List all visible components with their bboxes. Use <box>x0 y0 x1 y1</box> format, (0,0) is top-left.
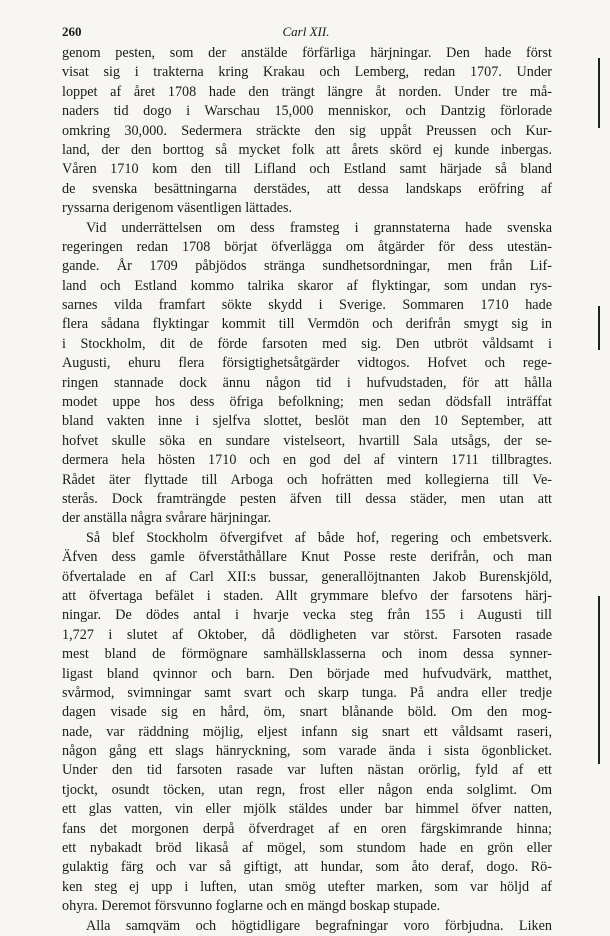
text-line: der anställa några svårare härjningar. <box>62 510 272 527</box>
text-line: Vid underrättelsen om dess framsteg i grannstaterna hade svenska <box>86 219 552 236</box>
text-line: i Stockholm, dit de förde farsoten med sig. Den utbröt våldsamt i <box>62 335 552 352</box>
text-line: bland vakten inne i sjelfva slottet, beslöt man den 10 September, att <box>62 413 552 430</box>
text-line: visat sig i trakterna kring Krakau och Lemberg, redan 1707. Under <box>62 64 552 81</box>
text-line: någon gång ett slags hänryckning, som varade ända i sista ögonblicket. <box>62 743 552 760</box>
text-line: ligast bland qvinnor och barn. Den började med hufvudvärk, matthet, <box>62 665 552 682</box>
text-line: Rådet äter flyttade till Arboga och hofrätten med kollegierna till Ve- <box>62 471 552 488</box>
text-line: gande. År 1709 påbjödos stränga sundhetsordningar, men från Lif- <box>62 258 552 275</box>
text-line: öfvertalade en af Carl XII:s bussar, generallöjtnanten Jakob Burenskjöld, <box>62 568 552 585</box>
text-line: modet uppe hos dess öfriga befolkning; men sedan dödsfall inträffat <box>62 394 552 411</box>
text-line: de svenska besättningarna derstädes, att dessa landskaps eröfring af <box>62 180 552 197</box>
text-line: ken steg ej upp i luften, utan smög utefter marken, som var höljd af <box>62 878 552 895</box>
margin-rule <box>598 306 600 350</box>
text-line: att öfvertaga befälet i staden. Allt grymmare blefvo der farsotens härj- <box>62 587 552 604</box>
text-line: land och Estland kommo talrika skaror af flyktingar, som undan rys- <box>62 277 552 294</box>
text-line: hofvet skulle söka en sundare vistelseort, hvartill Sala utsågs, der se- <box>62 432 552 449</box>
text-line: sarnes vilda framfart sökte skydd i Sverige. Sommaren 1710 hade <box>62 297 552 314</box>
text-line: nade, var räddning möjlig, eljest infann sig snart ett våldsamt raseri, <box>62 723 552 740</box>
text-line: omkring 30,000. Sedermera sträckte den sig uppåt Preussen och Kur- <box>62 122 552 139</box>
text-line: Äfven dess gamle öfverståthållare Knut Posse reste derifrån, och man <box>62 549 552 566</box>
text-line: ett nybakadt bröd likaså af mögel, som stundom hade en grön eller <box>62 840 552 857</box>
text-line: genom pesten, som der anstälde förfärliga härjningar. Den hade först <box>62 45 552 61</box>
text-line: Så blef Stockholm öfvergifvet af både hof, regering och embetsverk. <box>86 529 552 546</box>
body-text <box>62 44 552 936</box>
text-line: mest bland de förmögnare samhällsklasserna och inom dessa synner- <box>62 646 552 663</box>
text-line: ohyra. Deremot försvunno foglarne och en mängd boskap stupade. <box>62 898 441 915</box>
text-line: ningar. De dödes antal i hvarje vecka steg från 155 i Augusti till <box>62 607 552 624</box>
text-line: land, der den borttog så mycket folk att årets skörd ej kunde inbergas. <box>62 141 552 158</box>
text-line: flera sådana flyktingar kommit till Vermdön och derifrån smygt sig in <box>62 316 552 333</box>
text-line: dagen visade sig en hård, öm, snart blånande böld. Om den mog- <box>62 704 552 721</box>
page-header <box>62 24 550 42</box>
text-line: regeringen redan 1708 börjat öfverlägga om åtgärder för dess utestän- <box>62 238 552 255</box>
text-line: ringen stannade dock ännu någon tid i hufvudstaden, för att hålla <box>62 374 552 391</box>
page-number: 260 <box>62 24 82 39</box>
text-line: gulaktig färg och var så giftigt, att hundar, som åto deraf, dogo. Rö- <box>62 859 552 876</box>
text-line: Augusti, ehuru flera försigtighetsåtgärder vidtogos. Hofvet och rege- <box>62 355 552 372</box>
text-line: ett glas vatten, vin eller mjölk stäldes under bar himmel öfver natten, <box>62 801 552 818</box>
text-line: sterås. Dock framträngde pesten äfven till dessa städer, men utan att <box>62 490 552 507</box>
text-line: naders tid dogo i Warschau 15,000 menniskor, och Dantzig förlorade <box>62 103 552 120</box>
text-line: loppet af året 1708 hade den trängt längre åt norden. Under tre må- <box>62 83 552 100</box>
text-line: fans det morgonen derpå öfverdraget af en oren färgskimrande hinna; <box>62 820 552 837</box>
margin-rule <box>598 596 600 764</box>
text-line: ryssarna derigenom väsentligen lättades. <box>62 200 293 217</box>
text-line: Alla samqväm och högtidligare begrafningar voro förbjudna. Liken <box>86 917 552 934</box>
running-title: Carl XII. <box>282 24 330 39</box>
text-line: Under den tid farsoten rasade var luften nästan orörlig, fyld af ett <box>62 762 552 779</box>
text-line: tjockt, osundt töcken, utan regn, frost eller någon enda solglimt. Om <box>62 781 552 798</box>
margin-rule <box>598 58 600 128</box>
text-line: svårmod, svimningar samt svart och skarp tunga. På andra eller tredje <box>62 684 552 701</box>
text-line: Våren 1710 kom den till Lifland och Estland samt härjade så bland <box>62 161 552 178</box>
text-line: 1,727 i slutet af Oktober, då dödligheten var störst. Farsoten rasade <box>62 626 552 643</box>
text-line: dermera hela hösten 1710 och en god del af vintern 1711 tillbragtes. <box>62 452 552 469</box>
